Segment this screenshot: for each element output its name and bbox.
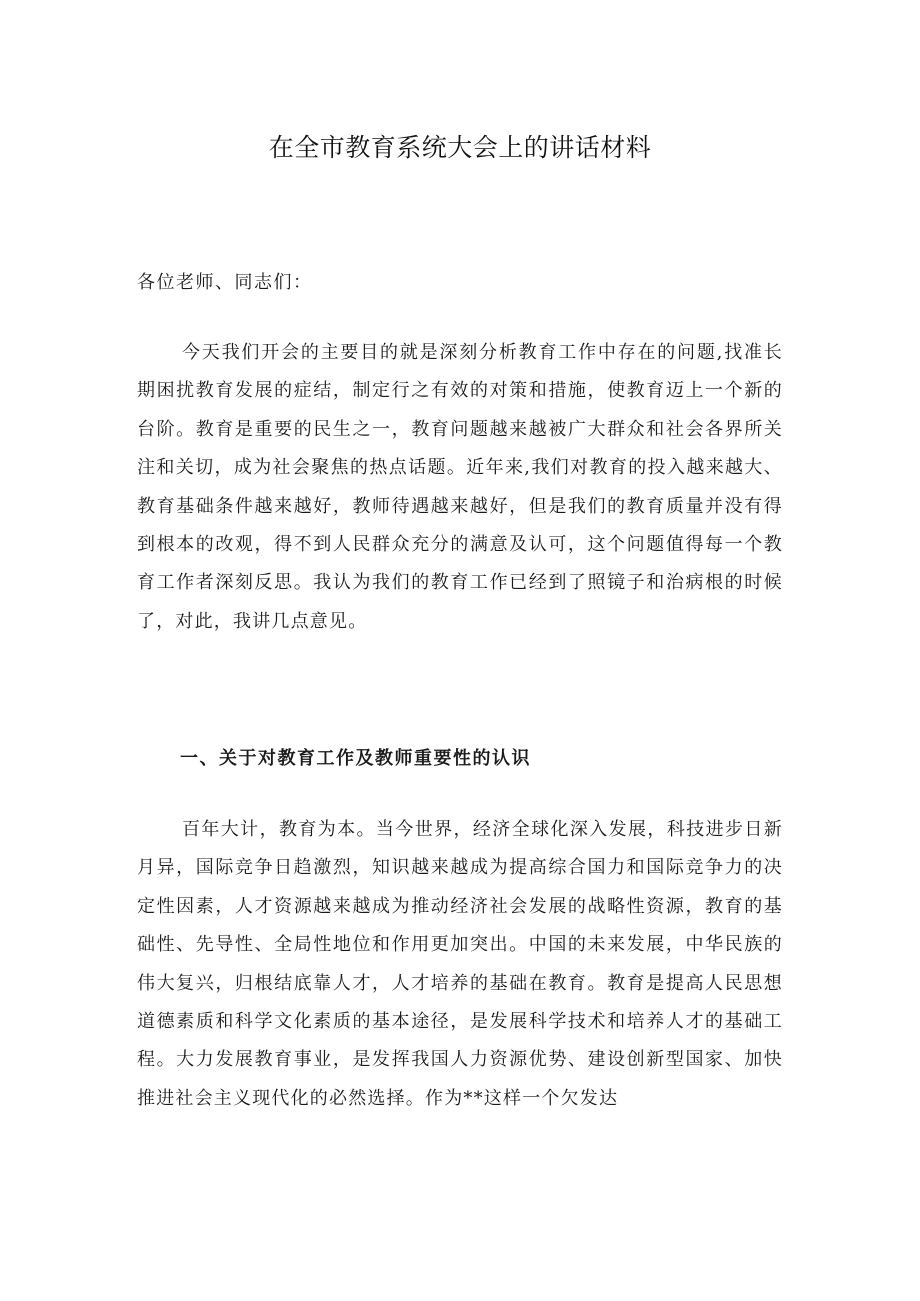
section-heading: 一、关于对教育工作及教师重要性的认识: [180, 748, 531, 769]
paragraph-section-1: 百年大计，教育为本。当今世界，经济全球化深入发展，科技进步日新月异，国际竞争日趋激烈，知识越来越成为提高综合国力和国际竞争力的决定性因素，人才资源越来越成为推动经济社会发展的战略性资源，教育的基础性、先导性、全局性地位和作用更加突出。中国的未来发展，中华民族的伟大复兴，归根结底靠人才，人才培养的基础在教育。教育是提高人民思想道德素质和科学文化素质的基本途径，是发展科学技术和培养人才的基础工程。大力发展教育事业，是发挥我国人力资源优势、建设创新型国家、加快推进社会主义现代化的必然选择。作为**这样一个欠发达: [137, 819, 783, 1109]
salutation: 各位老师、同志们：: [137, 272, 313, 293]
document-title: 在全市教育系统大会上的讲话材料: [268, 133, 652, 162]
paragraph-intro: 今天我们开会的主要目的就是深刻分析教育工作中存在的问题,找准长期困扰教育发展的症结，制定行之有效的对策和措施，使教育迈上一个新的台阶。教育是重要的民生之一，教育问题越来越被广大群众和社会各界所关注和关切，成为社会聚焦的热点话题。近年来,我们对教育的投入越来越大、教育基础条件越来越好，教师待遇越来越好，但是我们的教育质量并没有得到根本的改观，得不到人民群众充分的满意及认可，这个问题值得每一个教育工作者深刻反思。我认为我们的教育工作已经到了照镜子和治病根的时候了，对此，我讲几点意见。: [137, 342, 783, 632]
